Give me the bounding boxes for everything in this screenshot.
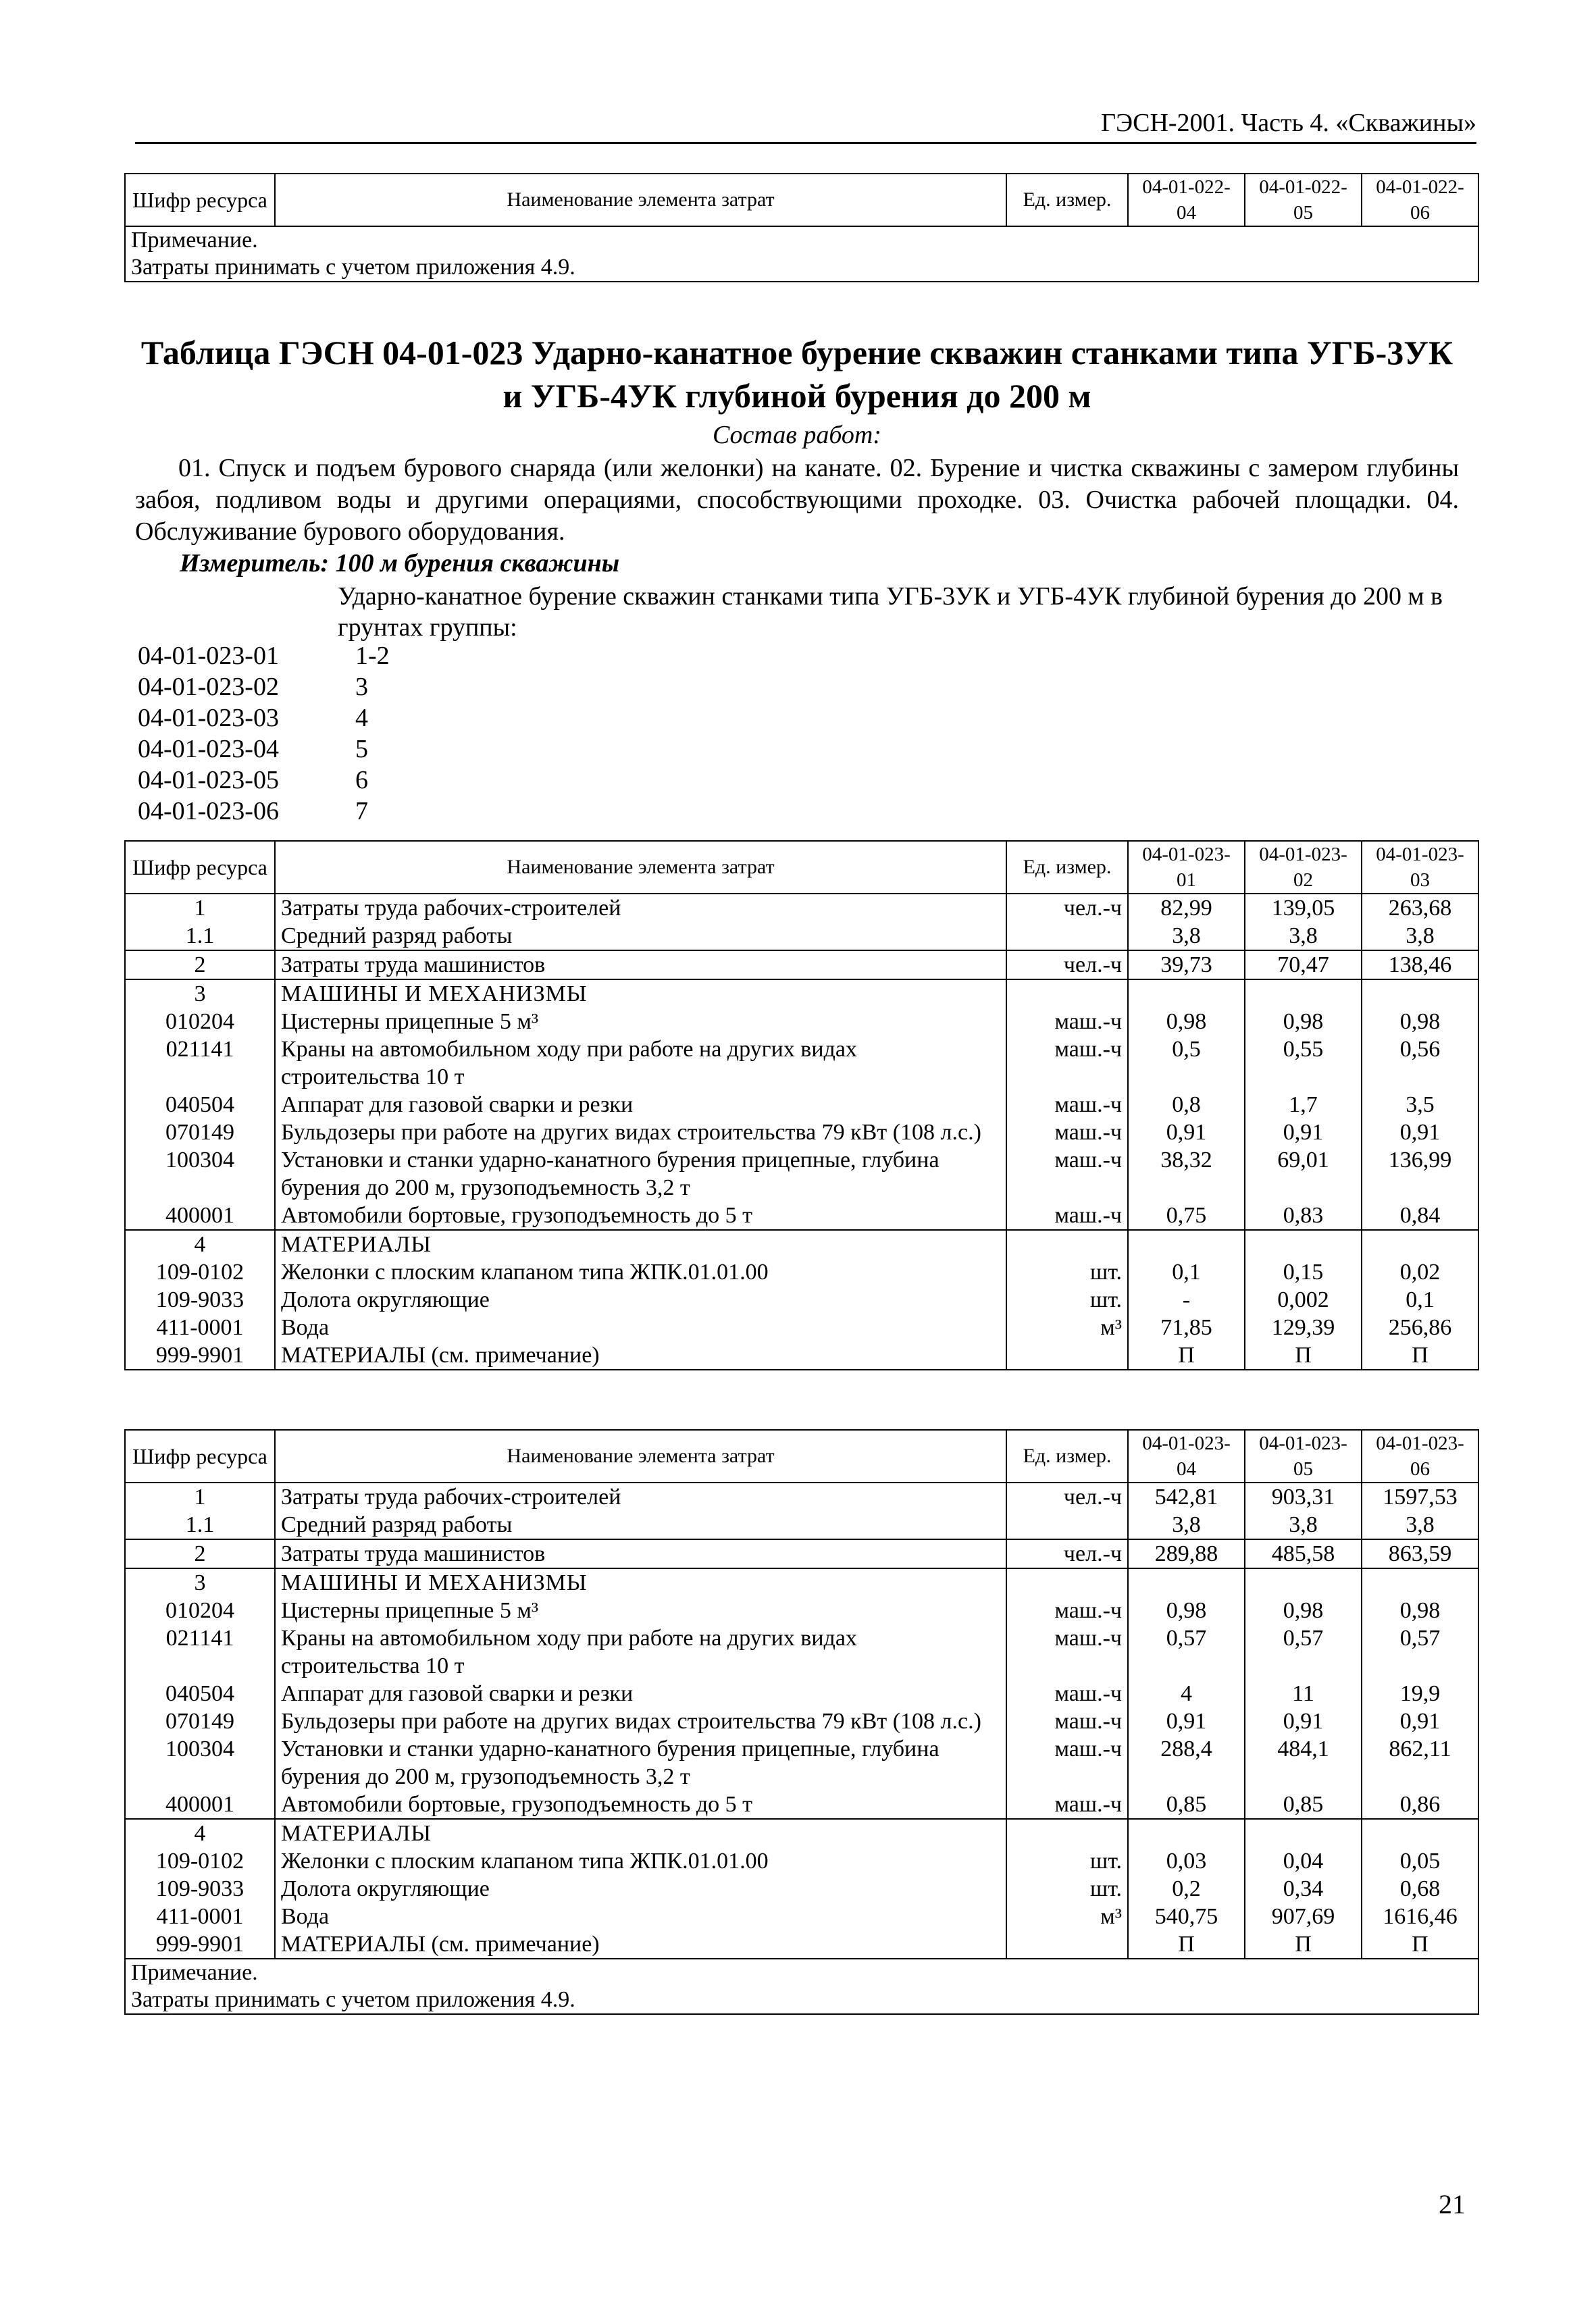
row-code: 2 (125, 950, 275, 979)
row-value-2: 0,91 (1245, 1707, 1362, 1735)
row-unit: чел.-ч (1006, 1539, 1128, 1568)
row-value-3: 3,5 (1362, 1091, 1478, 1119)
row-code: 109-9033 (125, 1286, 275, 1314)
running-header: ГЭСН-2001. Часть 4. «Скважины» (135, 108, 1476, 144)
table-row (125, 1202, 1478, 1230)
table-row (125, 1875, 1478, 1903)
row-value-2: 0,55 (1245, 1035, 1362, 1091)
row-unit: маш.-ч (1006, 1680, 1128, 1707)
code-row (138, 796, 390, 827)
row-value-3 (1362, 979, 1478, 1008)
row-code: 4 (125, 1819, 275, 1847)
row-unit: чел.-ч (1006, 950, 1128, 979)
row-value-3: 1616,46 (1362, 1903, 1478, 1930)
row-name: Краны на автомобильном ходу при работе на других видах строительства 10 т (275, 1035, 1006, 1091)
header-name: Наименование элемента затрат (275, 174, 1006, 226)
table-row (125, 922, 1478, 950)
row-value-1: 540,75 (1128, 1903, 1245, 1930)
row-name: Автомобили бортовые, грузоподъемность до 5 т (275, 1202, 1006, 1230)
table-row (125, 1119, 1478, 1146)
row-code: 3 (125, 979, 275, 1008)
row-name: Аппарат для газовой сварки и резки (275, 1680, 1006, 1707)
row-unit: м³ (1006, 1903, 1128, 1930)
row-value-3 (1362, 1568, 1478, 1597)
row-name: Затраты труда машинистов (275, 950, 1006, 979)
row-name: МАТЕРИАЛЫ (см. примечание) (275, 1341, 1006, 1370)
row-value-2 (1245, 1568, 1362, 1597)
row-name: Желонки с плоским клапаном типа ЖПК.01.01.00 (275, 1258, 1006, 1286)
table-row (125, 1258, 1478, 1286)
table-row (125, 894, 1478, 922)
row-value-1 (1128, 1819, 1245, 1847)
row-code: 010204 (125, 1008, 275, 1035)
row-unit: маш.-ч (1006, 1791, 1128, 1819)
row-value-2: 0,57 (1245, 1624, 1362, 1680)
header-col-3: 04-01-023-06 (1362, 1430, 1478, 1483)
row-value-3 (1362, 1230, 1478, 1258)
row-value-2: 129,39 (1245, 1314, 1362, 1341)
header-unit: Ед. измер. (1006, 1430, 1128, 1483)
table-row (125, 1286, 1478, 1314)
note-text: Затраты принимать с учетом приложения 4.9. (131, 1987, 575, 2012)
row-value-3: 0,05 (1362, 1847, 1478, 1875)
code-row (138, 734, 390, 765)
row-name: Вода (275, 1903, 1006, 1930)
row-value-2: 0,98 (1245, 1597, 1362, 1624)
code-value: 04-01-023-01 (138, 642, 279, 670)
row-value-2: 0,91 (1245, 1119, 1362, 1146)
row-value-1: - (1128, 1286, 1245, 1314)
row-value-1: 39,73 (1128, 950, 1245, 979)
header-col-1: 04-01-023-01 (1128, 841, 1245, 894)
table-row (125, 1624, 1478, 1680)
header-name: Наименование элемента затрат (275, 841, 1006, 894)
row-code: 1.1 (125, 1511, 275, 1539)
works-heading: Состав работ: (712, 421, 882, 449)
row-unit (1006, 1568, 1128, 1597)
row-value-2: 139,05 (1245, 894, 1362, 922)
group-value: 3 (355, 673, 368, 701)
header-name: Наименование элемента затрат (275, 1430, 1006, 1483)
row-value-3: 0,86 (1362, 1791, 1478, 1819)
row-value-3: 3,8 (1362, 922, 1478, 950)
row-code: 021141 (125, 1624, 275, 1680)
row-code: 2 (125, 1539, 275, 1568)
row-value-2: 1,7 (1245, 1091, 1362, 1119)
table-row (125, 1314, 1478, 1341)
row-code: 070149 (125, 1119, 275, 1146)
row-value-2: 485,58 (1245, 1539, 1362, 1568)
row-unit: шт. (1006, 1258, 1128, 1286)
header-col-2: 04-01-023-02 (1245, 841, 1362, 894)
row-value-3: 0,02 (1362, 1258, 1478, 1286)
table-row (125, 1091, 1478, 1119)
row-unit: маш.-ч (1006, 1735, 1128, 1791)
row-name: Установки и станки ударно-канатного бурения прицепные, глубина бурения до 200 м, грузоподъемность 3,2 т (275, 1735, 1006, 1791)
row-name: МАТЕРИАЛЫ (275, 1819, 1006, 1847)
row-name: Средний разряд работы (275, 922, 1006, 950)
row-name: Цистерны прицепные 5 м³ (275, 1008, 1006, 1035)
table-row (125, 1680, 1478, 1707)
table-row (125, 1819, 1478, 1847)
note-text: Затраты принимать с учетом приложения 4.9. (131, 255, 575, 280)
row-name: Долота округляющие (275, 1875, 1006, 1903)
table-row (125, 1483, 1478, 1511)
row-value-3: 136,99 (1362, 1146, 1478, 1202)
row-code: 411-0001 (125, 1314, 275, 1341)
row-value-1: П (1128, 1930, 1245, 1959)
row-name: Автомобили бортовые, грузоподъемность до 5 т (275, 1791, 1006, 1819)
row-unit: м³ (1006, 1314, 1128, 1341)
row-code: 070149 (125, 1707, 275, 1735)
table-row (125, 1903, 1478, 1930)
row-unit: маш.-ч (1006, 1707, 1128, 1735)
row-value-1 (1128, 1230, 1245, 1258)
row-value-2: 69,01 (1245, 1146, 1362, 1202)
row-name: Краны на автомобильном ходу при работе на других видах строительства 10 т (275, 1624, 1006, 1680)
row-unit: шт. (1006, 1286, 1128, 1314)
row-unit: маш.-ч (1006, 1119, 1128, 1146)
note-row (125, 1959, 1478, 2014)
row-code: 1.1 (125, 922, 275, 950)
row-value-1: 0,91 (1128, 1119, 1245, 1146)
row-value-2: 907,69 (1245, 1903, 1362, 1930)
row-unit (1006, 1511, 1128, 1539)
code-value: 04-01-023-02 (138, 673, 279, 701)
row-value-3: 863,59 (1362, 1539, 1478, 1568)
row-value-1 (1128, 1568, 1245, 1597)
row-value-2 (1245, 1230, 1362, 1258)
row-value-3: 263,68 (1362, 894, 1478, 922)
row-unit: маш.-ч (1006, 1624, 1128, 1680)
row-value-1: 0,98 (1128, 1597, 1245, 1624)
row-unit: маш.-ч (1006, 1597, 1128, 1624)
row-value-1: 0,03 (1128, 1847, 1245, 1875)
row-name: Аппарат для газовой сварки и резки (275, 1091, 1006, 1119)
code-value: 04-01-023-03 (138, 704, 279, 732)
row-value-1: 0,91 (1128, 1707, 1245, 1735)
row-name: Бульдозеры при работе на других видах строительства 79 кВт (108 л.с.) (275, 1119, 1006, 1146)
row-code: 040504 (125, 1091, 275, 1119)
table-row (125, 1791, 1478, 1819)
row-value-1: П (1128, 1341, 1245, 1370)
note-title: Примечание. (131, 1960, 258, 1985)
row-name: МАШИНЫ И МЕХАНИЗМЫ (275, 979, 1006, 1008)
header-unit: Ед. измер. (1006, 841, 1128, 894)
row-code: 1 (125, 894, 275, 922)
row-value-3: П (1362, 1930, 1478, 1959)
row-value-2: 0,002 (1245, 1286, 1362, 1314)
row-value-1: 71,85 (1128, 1314, 1245, 1341)
row-value-3: 0,84 (1362, 1202, 1478, 1230)
group-value: 6 (355, 766, 368, 794)
page-number: 21 (1439, 2189, 1466, 2219)
row-code: 021141 (125, 1035, 275, 1091)
table-row (125, 1707, 1478, 1735)
row-value-2: 0,15 (1245, 1258, 1362, 1286)
row-unit (1006, 979, 1128, 1008)
row-value-1: 4 (1128, 1680, 1245, 1707)
row-code: 1 (125, 1483, 275, 1511)
row-unit: маш.-ч (1006, 1146, 1128, 1202)
code-value: 04-01-023-04 (138, 735, 279, 763)
group-value: 5 (355, 735, 368, 763)
row-value-1: 0,57 (1128, 1624, 1245, 1680)
row-value-3: 0,56 (1362, 1035, 1478, 1091)
row-code: 4 (125, 1230, 275, 1258)
row-code: 040504 (125, 1680, 275, 1707)
row-value-2: 484,1 (1245, 1735, 1362, 1791)
codes-list (138, 640, 390, 827)
header-col-1: 04-01-023-04 (1128, 1430, 1245, 1483)
row-unit (1006, 922, 1128, 950)
header-cipher: Шифр ресурса (125, 174, 275, 226)
row-name: Цистерны прицепные 5 м³ (275, 1597, 1006, 1624)
header-cipher: Шифр ресурса (125, 1430, 275, 1483)
row-unit: чел.-ч (1006, 894, 1128, 922)
row-value-3: 0,91 (1362, 1707, 1478, 1735)
row-value-3: 0,57 (1362, 1624, 1478, 1680)
row-value-3: 0,98 (1362, 1008, 1478, 1035)
row-value-1: 288,4 (1128, 1735, 1245, 1791)
row-value-2: 70,47 (1245, 950, 1362, 979)
row-value-1: 0,8 (1128, 1091, 1245, 1119)
row-value-2: 0,04 (1245, 1847, 1362, 1875)
row-value-3 (1362, 1819, 1478, 1847)
row-value-2: П (1245, 1341, 1362, 1370)
top-table (124, 173, 1479, 282)
row-value-3: П (1362, 1341, 1478, 1370)
row-value-1 (1128, 979, 1245, 1008)
header-col-1: 04-01-022-04 (1128, 174, 1245, 226)
table-row (125, 1539, 1478, 1568)
row-value-3: 138,46 (1362, 950, 1478, 979)
row-value-2: 0,98 (1245, 1008, 1362, 1035)
row-unit (1006, 1341, 1128, 1370)
description: Ударно-канатное бурение скважин станками типа УГБ-3УК и УГБ-4УК глубиной бурения до 200 м в грунтах группы: (338, 582, 1443, 642)
row-name: Установки и станки ударно-канатного бурения прицепные, глубина бурения до 200 м, грузоподъемность 3,2 т (275, 1146, 1006, 1202)
row-unit (1006, 1230, 1128, 1258)
table-1 (124, 840, 1479, 1370)
row-value-3: 1597,53 (1362, 1483, 1478, 1511)
row-code: 999-9901 (125, 1341, 275, 1370)
row-value-1: 38,32 (1128, 1146, 1245, 1202)
row-code: 999-9901 (125, 1930, 275, 1959)
row-value-2: 3,8 (1245, 922, 1362, 950)
header-col-2: 04-01-023-05 (1245, 1430, 1362, 1483)
row-value-3: 0,91 (1362, 1119, 1478, 1146)
row-value-2 (1245, 1819, 1362, 1847)
table-row (125, 1511, 1478, 1539)
row-unit: маш.-ч (1006, 1202, 1128, 1230)
row-value-2: 0,34 (1245, 1875, 1362, 1903)
meter: Измеритель: 100 м бурения скважины (180, 549, 620, 577)
row-name: Долота округляющие (275, 1286, 1006, 1314)
row-code: 109-9033 (125, 1875, 275, 1903)
header-col-2: 04-01-022-05 (1245, 174, 1362, 226)
row-unit (1006, 1819, 1128, 1847)
row-name: МАТЕРИАЛЫ (см. примечание) (275, 1930, 1006, 1959)
code-value: 04-01-023-05 (138, 766, 279, 794)
code-value: 04-01-023-06 (138, 797, 279, 825)
row-code: 109-0102 (125, 1258, 275, 1286)
row-code: 100304 (125, 1146, 275, 1202)
table-row (125, 1568, 1478, 1597)
table-2 (124, 1429, 1479, 2015)
row-value-1: 289,88 (1128, 1539, 1245, 1568)
works-text: 01. Спуск и подъем бурового снаряда (или желонки) на канате. 02. Бурение и чистка скважины с замером глубины забоя, подливом воды и другими операциями, способствующими проходке. 03. Очистка рабочей площадки. 04. Обслуживание бурового оборудования. (135, 454, 1459, 546)
row-unit: маш.-ч (1006, 1008, 1128, 1035)
header-unit: Ед. измер. (1006, 174, 1128, 226)
row-code: 400001 (125, 1791, 275, 1819)
table-row (125, 1146, 1478, 1202)
row-unit: маш.-ч (1006, 1035, 1128, 1091)
row-value-1: 0,5 (1128, 1035, 1245, 1091)
row-code: 010204 (125, 1597, 275, 1624)
row-value-1: 0,75 (1128, 1202, 1245, 1230)
row-name: Желонки с плоским клапаном типа ЖПК.01.01.00 (275, 1847, 1006, 1875)
table-row (125, 1930, 1478, 1959)
row-unit (1006, 1930, 1128, 1959)
row-value-1: 542,81 (1128, 1483, 1245, 1511)
header-col-3: 04-01-022-06 (1362, 174, 1478, 226)
row-value-2: 0,83 (1245, 1202, 1362, 1230)
group-value: 7 (355, 797, 368, 825)
code-row (138, 765, 390, 796)
row-unit: шт. (1006, 1875, 1128, 1903)
row-name: МАШИНЫ И МЕХАНИЗМЫ (275, 1568, 1006, 1597)
table-row (125, 1597, 1478, 1624)
header-col-3: 04-01-023-03 (1362, 841, 1478, 894)
group-value: 4 (355, 704, 368, 732)
code-row (138, 702, 390, 734)
row-value-3: 0,98 (1362, 1597, 1478, 1624)
row-name: Затраты труда рабочих-строителей (275, 894, 1006, 922)
row-value-1: 82,99 (1128, 894, 1245, 922)
row-value-3: 0,1 (1362, 1286, 1478, 1314)
row-code: 400001 (125, 1202, 275, 1230)
row-name: Вода (275, 1314, 1006, 1341)
table-row (125, 1847, 1478, 1875)
row-value-1: 0,1 (1128, 1258, 1245, 1286)
table-title: Таблица ГЭСН 04-01-023 Ударно-канатное бурение скважин станками типа УГБ-3УК и УГБ-4УК глубиной бурения до 200 м (140, 334, 1453, 415)
row-value-1: 0,2 (1128, 1875, 1245, 1903)
row-value-1: 3,8 (1128, 1511, 1245, 1539)
row-unit: маш.-ч (1006, 1091, 1128, 1119)
code-row (138, 671, 390, 702)
row-name: Затраты труда рабочих-строителей (275, 1483, 1006, 1511)
note-title: Примечание. (131, 228, 258, 253)
row-name: Средний разряд работы (275, 1511, 1006, 1539)
row-name: МАТЕРИАЛЫ (275, 1230, 1006, 1258)
row-value-1: 3,8 (1128, 922, 1245, 950)
table-row (125, 1230, 1478, 1258)
table-row (125, 979, 1478, 1008)
row-value-2: 11 (1245, 1680, 1362, 1707)
row-value-3: 862,11 (1362, 1735, 1478, 1791)
row-value-2: 3,8 (1245, 1511, 1362, 1539)
row-value-3: 19,9 (1362, 1680, 1478, 1707)
row-code: 3 (125, 1568, 275, 1597)
table-row (125, 1008, 1478, 1035)
row-value-2: П (1245, 1930, 1362, 1959)
row-name: Бульдозеры при работе на других видах строительства 79 кВт (108 л.с.) (275, 1707, 1006, 1735)
row-unit: чел.-ч (1006, 1483, 1128, 1511)
row-value-3: 3,8 (1362, 1511, 1478, 1539)
row-value-1: 0,85 (1128, 1791, 1245, 1819)
table-row (125, 1735, 1478, 1791)
table-row (125, 950, 1478, 979)
row-value-2: 0,85 (1245, 1791, 1362, 1819)
row-value-3: 0,68 (1362, 1875, 1478, 1903)
row-code: 411-0001 (125, 1903, 275, 1930)
code-row (138, 640, 390, 671)
header-cipher: Шифр ресурса (125, 841, 275, 894)
table-row (125, 1035, 1478, 1091)
row-code: 109-0102 (125, 1847, 275, 1875)
row-value-1: 0,98 (1128, 1008, 1245, 1035)
row-value-2 (1245, 979, 1362, 1008)
row-unit: шт. (1006, 1847, 1128, 1875)
group-value: 1-2 (355, 642, 390, 670)
row-name: Затраты труда машинистов (275, 1539, 1006, 1568)
row-value-3: 256,86 (1362, 1314, 1478, 1341)
table-row (125, 1341, 1478, 1370)
row-code: 100304 (125, 1735, 275, 1791)
row-value-2: 903,31 (1245, 1483, 1362, 1511)
